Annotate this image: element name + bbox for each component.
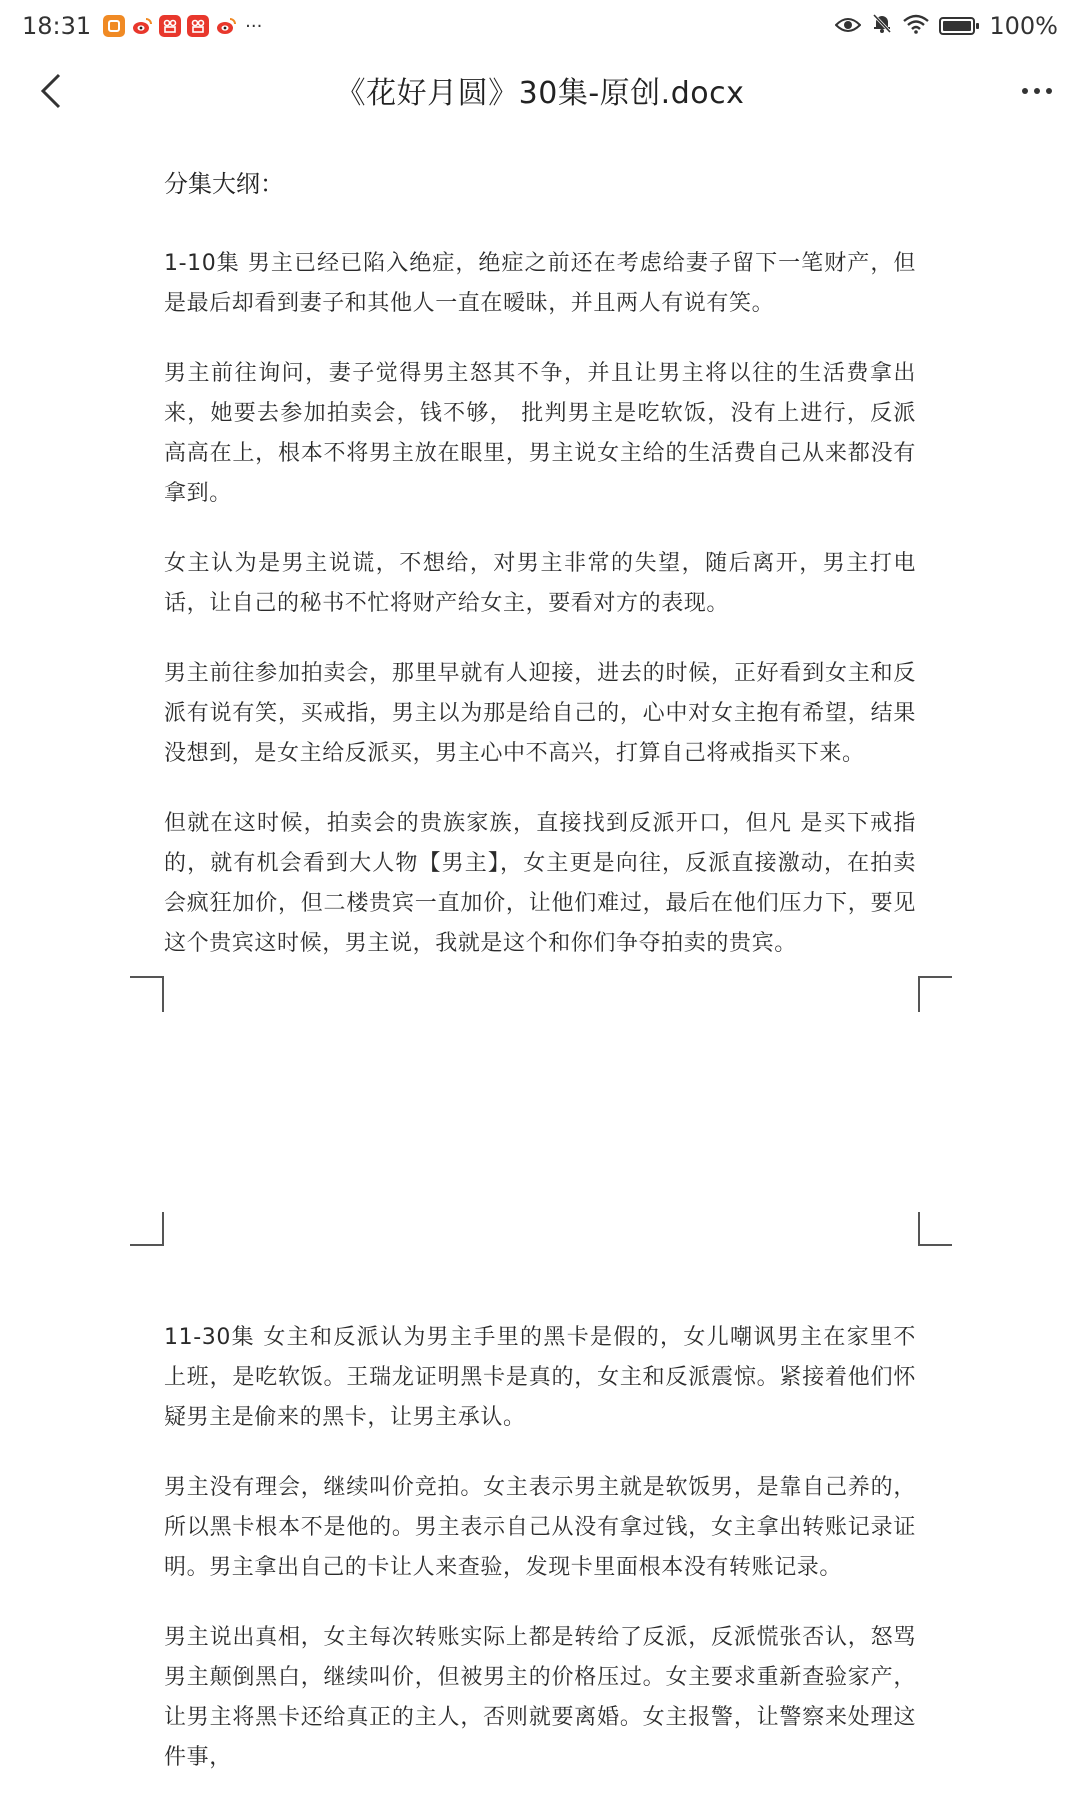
app-notification-icon bbox=[103, 15, 125, 37]
app-bar bbox=[0, 52, 1080, 128]
outline-heading: 分集大纲： bbox=[164, 170, 284, 198]
status-time: 18:31 bbox=[22, 12, 92, 40]
paragraph: 11-30集 女主和反派认为男主手里的黑卡是假的，女儿嘲讽男主在家里不上班，是吃软饭。王瑞龙证明黑卡是真的，女主和反派震惊。紧接着他们怀疑男主是偷来的黑卡，让男主承认。 bbox=[164, 1325, 916, 1430]
more-notifications-indicator: ··· bbox=[245, 15, 263, 37]
document-title: 《花好月圆》30集-原创.docx bbox=[335, 76, 745, 111]
page-crop-mark-bottom-left bbox=[130, 1212, 164, 1246]
paragraph: 女主认为是男主说谎，不想给，对男主非常的失望，随后离开，男主打电话，让自己的秘书不忙将财产给女主，要看对方的表现。 bbox=[164, 551, 916, 616]
more-options-button[interactable] bbox=[1012, 66, 1062, 116]
eye-icon bbox=[835, 12, 861, 40]
back-button[interactable] bbox=[26, 66, 76, 116]
app-notification-icon bbox=[187, 15, 209, 37]
app-notification-icon bbox=[159, 15, 181, 37]
status-left bbox=[22, 12, 262, 40]
status-right bbox=[835, 12, 1058, 40]
paragraph: 男主前往参加拍卖会，那里早就有人迎接，进去的时候，正好看到女主和反派有说有笑，买戒指，男主以为那是给自己的，心中对女主抱有希望，结果没想到，是女主给反派买，男主心中不高兴，打算自己将戒指买下来。 bbox=[164, 661, 916, 766]
weibo-icon bbox=[215, 15, 237, 37]
page-crop-mark-top-right bbox=[918, 976, 952, 1010]
battery-icon bbox=[939, 17, 975, 35]
status-bar bbox=[0, 0, 1080, 52]
weibo-icon bbox=[131, 15, 153, 37]
more-horizontal-icon bbox=[1022, 88, 1028, 94]
paragraph: 但就在这时候，拍卖会的贵族家族，直接找到反派开口，但凡 是买下戒指的，就有机会看到大人物【男主】，女主更是向往，反派直接激动，在拍卖会疯狂加价，但二楼贵宾一直加价，让他们难过，最后在他们压力下，要见这个贵宾这时候，男主说，我就是这个和你们争夺拍卖的贵宾。 bbox=[164, 811, 916, 956]
chevron-left-icon bbox=[39, 73, 63, 109]
mute-bell-icon bbox=[871, 12, 893, 40]
wifi-icon bbox=[903, 12, 929, 40]
paragraph: 男主说出真相，女主每次转账实际上都是转给了反派，反派慌张否认，怒骂男主颠倒黑白，继续叫价，但被男主的价格压过。女主要求重新查验家产，让男主将黑卡还给真正的主人，否则就要离婚。女主报警，让警察来处理这件事， bbox=[164, 1625, 916, 1770]
page-crop-mark-bottom-right bbox=[918, 1212, 952, 1246]
paragraph: 男主前往询问，妻子觉得男主怒其不争，并且让男主将以往的生活费拿出来，她要去参加拍卖会，钱不够， 批判男主是吃软饭，没有上进行，反派高高在上，根本不将男主放在眼里，男主说女主给的生活费自己从来都没有拿到。 bbox=[164, 361, 916, 506]
document-page-2 bbox=[164, 1318, 916, 1808]
battery-percentage: 100% bbox=[989, 12, 1058, 40]
document-page-1 bbox=[164, 166, 916, 994]
paragraph: 1-10集 男主已经已陷入绝症，绝症之前还在考虑给妻子留下一笔财产，但是最后却看到妻子和其他人一直在暧昧，并且两人有说有笑。 bbox=[164, 251, 916, 316]
page-crop-mark-top-left bbox=[130, 976, 164, 1010]
paragraph: 男主没有理会，继续叫价竞拍。女主表示男主就是软饭男，是靠自己养的，所以黑卡根本不是他的。男主表示自己从没有拿过钱，女主拿出转账记录证明。男主拿出自己的卡让人来查验，发现卡里面根本没有转账记录。 bbox=[164, 1475, 916, 1580]
